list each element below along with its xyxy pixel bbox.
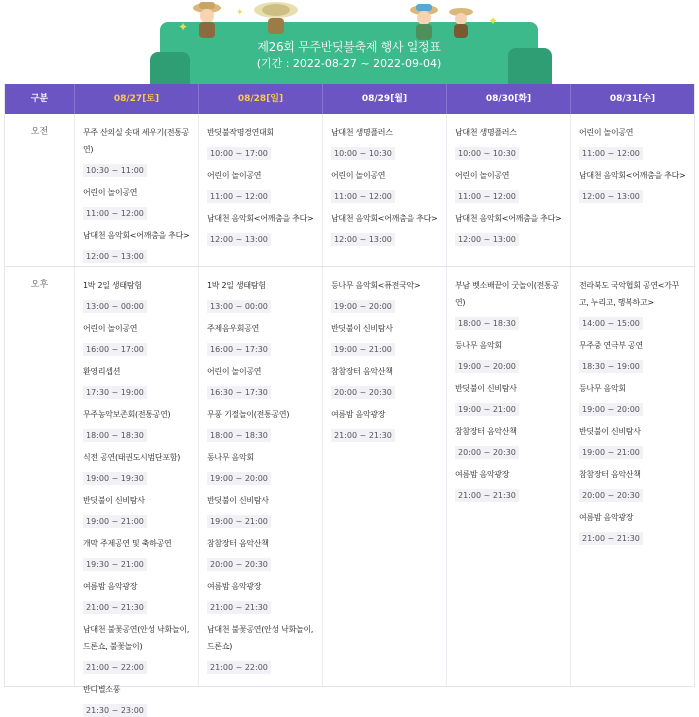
event-name: 여름밤 음악광장 <box>207 582 262 591</box>
event-time: 13:00 ~ 00:00 <box>207 300 271 313</box>
event-name: 동나무 음악회 <box>207 453 254 462</box>
event-name: 남대천 음악회<어깨춤을 추다> <box>579 171 686 180</box>
event-name: 1박 2일 생태탐험 <box>207 281 266 290</box>
header-day-0831: 08/31[수] <box>609 94 656 104</box>
event-name: 남대천 음악회<어깨춤을 추다> <box>331 214 438 223</box>
event-time: 21:00 ~ 21:30 <box>579 532 643 545</box>
event-name: 어린이 놀이공연 <box>455 171 510 180</box>
event-item <box>331 210 438 246</box>
event-item <box>579 380 686 416</box>
event-item <box>83 124 190 177</box>
event-item <box>207 210 314 246</box>
event-name: 남대천 생명플러스 <box>455 128 517 137</box>
header-category: 구분 <box>5 84 75 114</box>
table-row-afternoon <box>5 267 694 715</box>
event-name: 어린이 놀이공연 <box>207 171 262 180</box>
event-time: 10:00 ~ 17:00 <box>207 147 271 160</box>
table-row-morning <box>5 114 694 267</box>
event-item <box>579 423 686 459</box>
event-item <box>207 621 314 674</box>
day-cell <box>323 114 447 266</box>
event-name: 주제음우회공연 <box>207 324 259 333</box>
event-item <box>83 492 190 528</box>
event-item <box>207 449 314 485</box>
event-time: 19:00 ~ 20:00 <box>455 360 519 373</box>
event-item <box>83 535 190 571</box>
event-name: 등나무 음악회 <box>455 341 502 350</box>
schedule-table <box>4 84 695 715</box>
event-name: 전라북도 국악협회 공연<가꾸고, 누리고, 행복하고> <box>579 281 680 307</box>
event-name: 반디별소풍 <box>83 685 121 694</box>
event-name: 어린이 놀이공연 <box>207 367 262 376</box>
schedule-title: 제26회 무주반딧불축제 행사 일정표 <box>257 40 441 54</box>
day-cell <box>75 114 199 266</box>
day-cell <box>447 114 571 266</box>
event-name: 남대천 생명플러스 <box>331 128 393 137</box>
event-item <box>83 320 190 356</box>
event-time: 19:00 ~ 20:00 <box>207 472 271 485</box>
event-item <box>579 337 686 373</box>
event-time: 10:00 ~ 10:30 <box>455 147 519 160</box>
event-time: 18:00 ~ 18:30 <box>207 429 271 442</box>
row-label: 오후 <box>5 267 75 686</box>
event-name: 개막 주제공연 및 축하공연 <box>83 539 172 548</box>
event-item <box>579 277 686 330</box>
event-time: 21:00 ~ 21:30 <box>455 489 519 502</box>
event-name: 1박 2일 생태탐험 <box>83 281 142 290</box>
event-name: 등나무 음악회<퓨전국악> <box>331 281 421 290</box>
event-item <box>83 406 190 442</box>
event-name: 참참장터 음악산책 <box>579 470 641 479</box>
event-item <box>331 124 438 160</box>
event-item <box>455 124 562 160</box>
sparkle-icon: ✦ <box>178 20 189 34</box>
event-name: 남대천 음악회<어깨춤을 추다> <box>83 231 190 240</box>
event-time: 11:00 ~ 12:00 <box>579 147 643 160</box>
event-time: 21:00 ~ 21:30 <box>331 429 395 442</box>
event-name: 어린이 놀이공연 <box>83 324 138 333</box>
day-cell <box>199 114 323 266</box>
event-time: 19:00 ~ 21:00 <box>455 403 519 416</box>
event-time: 14:00 ~ 15:00 <box>579 317 643 330</box>
event-item <box>207 492 314 528</box>
event-name: 식전 공연(태권도시범단포함) <box>83 453 181 462</box>
event-time: 21:00 ~ 21:30 <box>83 601 147 614</box>
day-cell <box>571 114 694 266</box>
table-header <box>5 84 694 114</box>
event-name: 참참장터 음악산책 <box>207 539 269 548</box>
event-name: 어린이 놀이공연 <box>331 171 386 180</box>
event-time: 12:00 ~ 13:00 <box>331 233 395 246</box>
event-time: 11:00 ~ 12:00 <box>455 190 519 203</box>
day-cell <box>323 267 447 686</box>
event-time: 19:30 ~ 21:00 <box>83 558 147 571</box>
header-day-0829: 08/29[월] <box>323 84 447 114</box>
event-time: 12:00 ~ 13:00 <box>579 190 643 203</box>
event-item <box>207 167 314 203</box>
event-time: 11:00 ~ 12:00 <box>331 190 395 203</box>
event-name: 여름밤 음악광장 <box>579 513 634 522</box>
event-time: 19:00 ~ 21:00 <box>83 515 147 528</box>
day-cell <box>571 267 694 686</box>
event-item <box>331 167 438 203</box>
event-item <box>579 167 686 203</box>
event-name: 무주농악보존회(전통공연) <box>83 410 171 419</box>
event-time: 11:00 ~ 12:00 <box>83 207 147 220</box>
event-name: 무주 산의실 솟대 세우기(전통공연) <box>83 128 190 154</box>
event-item <box>455 167 562 203</box>
row-label: 오전 <box>5 114 75 266</box>
event-time: 18:00 ~ 18:30 <box>455 317 519 330</box>
event-time: 21:30 ~ 23:00 <box>83 704 147 717</box>
event-name: 등나무 음악회 <box>579 384 626 393</box>
event-time: 11:00 ~ 12:00 <box>207 190 271 203</box>
event-item <box>579 509 686 545</box>
event-name: 반딧불작명경연대회 <box>207 128 274 137</box>
event-time: 12:00 ~ 13:00 <box>207 233 271 246</box>
event-name: 여름밤 음악광장 <box>331 410 386 419</box>
header-day-0830: 08/30[화] <box>447 84 571 114</box>
day-cell <box>199 267 323 686</box>
event-item <box>207 406 314 442</box>
event-item <box>579 124 686 160</box>
event-name: 무주중 연극부 공연 <box>579 341 643 350</box>
event-item <box>207 578 314 614</box>
event-time: 13:00 ~ 00:00 <box>83 300 147 313</box>
event-name: 부남 벳소배끝이 굿놀이(전통공연) <box>455 281 559 307</box>
event-item <box>207 535 314 571</box>
event-item <box>331 320 438 356</box>
event-time: 19:00 ~ 19:30 <box>83 472 147 485</box>
event-item <box>455 466 562 502</box>
event-item <box>331 363 438 399</box>
event-time: 19:00 ~ 21:00 <box>207 515 271 528</box>
event-time: 10:30 ~ 11:00 <box>83 164 147 177</box>
event-item <box>331 277 438 313</box>
event-time: 17:30 ~ 19:00 <box>83 386 147 399</box>
event-item <box>579 466 686 502</box>
event-name: 반딧불이 신비탐사 <box>331 324 393 333</box>
event-time: 12:00 ~ 13:00 <box>83 250 147 263</box>
event-name: 반딧불이 신비탐사 <box>207 496 269 505</box>
event-name: 무풍 기절놀이(전통공연) <box>207 410 290 419</box>
event-time: 16:00 ~ 17:00 <box>83 343 147 356</box>
event-name: 남대천 음악회<어깨춤을 추다> <box>207 214 314 223</box>
event-item <box>83 449 190 485</box>
event-time: 19:00 ~ 20:00 <box>579 403 643 416</box>
event-item <box>207 124 314 160</box>
event-time: 18:30 ~ 19:00 <box>579 360 643 373</box>
event-item <box>83 277 190 313</box>
event-name: 여름밤 음악광장 <box>83 582 138 591</box>
event-time: 21:00 ~ 22:00 <box>83 661 147 674</box>
event-name: 남대천 불꽃공연(안성 낙화놀이, 드론쇼, 불꽃놀이) <box>83 625 190 651</box>
event-item <box>83 681 190 717</box>
event-name: 여름밤 음악광장 <box>455 470 510 479</box>
event-item <box>455 277 562 330</box>
explorer-right-illustration <box>404 2 444 40</box>
event-item <box>83 363 190 399</box>
event-name: 어린이 놀이공연 <box>579 128 634 137</box>
sparkle-icon: ✦ <box>488 14 499 28</box>
event-item <box>83 578 190 614</box>
event-time: 21:00 ~ 21:30 <box>207 601 271 614</box>
event-time: 18:00 ~ 18:30 <box>83 429 147 442</box>
day-cell <box>447 267 571 686</box>
event-item <box>455 423 562 459</box>
event-item <box>455 337 562 373</box>
explorer-center-illustration <box>250 0 302 34</box>
event-time: 16:30 ~ 17:30 <box>207 386 271 399</box>
event-time: 21:00 ~ 22:00 <box>207 661 271 674</box>
event-item <box>207 363 314 399</box>
event-time: 10:00 ~ 10:30 <box>331 147 395 160</box>
event-item <box>455 210 562 246</box>
banner <box>0 0 699 84</box>
event-name: 참참장터 음악산책 <box>331 367 393 376</box>
sparkle-icon: ✦ <box>236 8 244 18</box>
explorer-left-illustration <box>186 0 228 40</box>
event-time: 19:00 ~ 20:00 <box>331 300 395 313</box>
event-name: 반딧불이 신비탐사 <box>83 496 145 505</box>
event-name: 남대천 음악회<어깨춤을 추다> <box>455 214 562 223</box>
event-name: 반딧불이 신비탐사 <box>455 384 517 393</box>
event-item <box>331 406 438 442</box>
event-name: 환영리셉션 <box>83 367 121 376</box>
event-name: 참참장터 음악산책 <box>455 427 517 436</box>
event-name: 어린이 놀이공연 <box>83 188 138 197</box>
event-time: 19:00 ~ 21:00 <box>579 446 643 459</box>
event-item <box>83 227 190 263</box>
event-item <box>83 621 190 674</box>
header-day-0828: 08/28[일] <box>199 84 323 114</box>
event-item <box>455 380 562 416</box>
event-name: 남대천 불꽃공연(안성 낙화놀이, 드론쇼) <box>207 625 314 651</box>
event-time: 20:00 ~ 20:30 <box>455 446 519 459</box>
event-item <box>207 320 314 356</box>
event-time: 20:00 ~ 20:30 <box>579 489 643 502</box>
day-cell <box>75 267 199 715</box>
event-name: 반딧불이 신비탐사 <box>579 427 641 436</box>
event-time: 20:00 ~ 20:30 <box>207 558 271 571</box>
event-time: 12:00 ~ 13:00 <box>455 233 519 246</box>
event-item <box>207 277 314 313</box>
explorer-far-right-illustration <box>444 4 478 38</box>
schedule-period: (기간 : 2022-08-27 ~ 2022-09-04) <box>256 57 442 70</box>
event-item <box>83 184 190 220</box>
header-day-0827: 08/27[토] <box>75 84 199 114</box>
event-time: 16:00 ~ 17:30 <box>207 343 271 356</box>
event-time: 20:00 ~ 20:30 <box>331 386 395 399</box>
event-time: 19:00 ~ 21:00 <box>331 343 395 356</box>
